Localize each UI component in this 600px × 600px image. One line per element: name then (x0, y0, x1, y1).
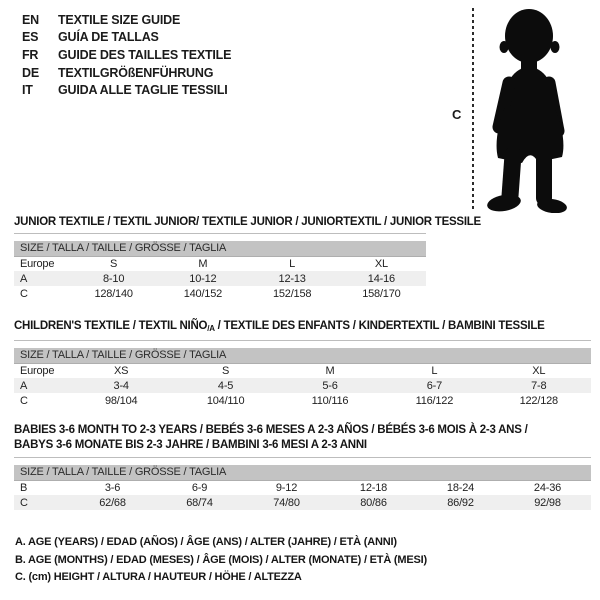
size-cell: 14-16 (337, 271, 426, 286)
table-row (14, 271, 426, 286)
lang-title: TEXTILE SIZE GUIDE (58, 12, 181, 27)
table-row (14, 393, 591, 408)
babies-size-table (14, 465, 591, 510)
size-cell: M (198, 257, 208, 270)
lang-row-it (22, 81, 231, 99)
size-cell: XL (532, 364, 546, 377)
lang-code: EN (22, 12, 39, 27)
size-header-band: SIZE / TALLA / TAILLE / GRÖSSE / TAGLIA (14, 241, 426, 256)
size-cell: 18-24 (446, 481, 475, 494)
size-cell: 116/122 (415, 394, 454, 407)
size-cell: 110/116 (311, 394, 349, 407)
lang-row-en (22, 11, 231, 29)
lang-title: GUÍA DE TALLAS (58, 30, 159, 45)
size-cell: 4-5 (173, 378, 277, 393)
size-header-band: SIZE / TALLA / TAILLE / GRÖSSE / TAGLIA (14, 465, 591, 480)
size-cell: 68/74 (156, 495, 243, 510)
lang-row-fr (22, 46, 231, 64)
size-header-band: SIZE / TALLA / TAILLE / GRÖSSE / TAGLIA (14, 348, 591, 363)
row-label: Europe (20, 257, 55, 270)
height-measure-label: C (452, 107, 462, 122)
row-label: C (20, 394, 28, 407)
babies-title-line2: BABYS 3-6 MONATE BIS 2-3 JAHRE / BAMBINI 3-6 MESI A 2-3 ANNI (14, 439, 367, 451)
size-cell: 140/152 (183, 287, 223, 300)
note-height-cm: C. (cm) HEIGHT / ALTURA / HAUTEUR / HÖHE / ALTEZZA (15, 571, 302, 583)
section-divider (14, 457, 591, 458)
section-divider (14, 340, 591, 341)
table-row (14, 378, 591, 393)
size-cell: 12-18 (359, 481, 388, 494)
row-label: C (14, 495, 69, 510)
junior-size-table (14, 241, 426, 301)
row-label: Europe (20, 364, 55, 377)
size-cell: 7-8 (487, 378, 591, 393)
note-age-years: A. AGE (YEARS) / EDAD (AÑOS) / ÂGE (ANS) / ALTER (JAHRE) / ETÀ (ANNI) (15, 536, 397, 548)
lang-code: ES (22, 30, 39, 45)
size-cell: L (431, 364, 438, 377)
size-cell: S (222, 364, 230, 377)
row-label: C (20, 287, 28, 300)
size-cell: 104/110 (206, 394, 245, 407)
size-cell: 128/140 (94, 287, 133, 300)
size-cell: M (325, 364, 335, 377)
lang-code: IT (22, 83, 33, 98)
size-cell: 92/98 (504, 495, 591, 510)
table-row (14, 495, 591, 510)
height-measure-dotted-line (472, 8, 474, 209)
junior-textile-section (14, 215, 481, 301)
note-age-months: B. AGE (MONTHS) / EDAD (MESES) / ÂGE (MOIS) / ALTER (MONATE) / ETÀ (MESI) (15, 553, 427, 566)
size-cell: 12-13 (248, 271, 337, 286)
children-size-table (14, 348, 591, 408)
section-divider (14, 233, 426, 234)
lang-row-de (22, 64, 231, 82)
size-cell: 9-12 (275, 481, 298, 494)
babies-title-line1: BABIES 3-6 MONTH TO 2-3 YEARS / BEBÉS 3-6 MESES A 2-3 AÑOS / BÉBÉS 3-6 MOIS À 2-3 ANS / (14, 424, 528, 436)
lang-title: GUIDA ALLE TAGLIE TESSILI (58, 83, 228, 98)
size-cell: 122/128 (519, 394, 558, 407)
size-cell: XS (114, 364, 129, 377)
size-cell: 62/68 (69, 495, 156, 510)
size-cell: 74/80 (243, 495, 330, 510)
size-cell: 6-7 (382, 378, 486, 393)
size-cell: 8-10 (69, 271, 158, 286)
lang-code: DE (22, 65, 39, 80)
language-title-list (22, 11, 231, 99)
size-cell: XL (374, 257, 388, 270)
legend-notes (15, 534, 427, 587)
children-title-pre: CHILDREN'S TEXTILE / TEXTIL NIÑO (14, 320, 208, 332)
children-textile-section (14, 319, 591, 408)
lang-title: TEXTILGRÖßENFÜHRUNG (58, 65, 214, 80)
size-cell: 5-6 (278, 378, 382, 393)
size-cell: 86/92 (417, 495, 504, 510)
children-title-sub: /A (207, 324, 215, 333)
lang-code: FR (22, 47, 39, 62)
size-cell: 3-6 (104, 481, 121, 494)
size-cell: 158/170 (362, 287, 401, 300)
table-row (14, 480, 591, 495)
size-cell: 98/104 (104, 394, 138, 407)
row-label: A (14, 378, 69, 393)
size-cell: 10-12 (158, 271, 247, 286)
size-cell: 152/158 (272, 287, 312, 300)
table-row (14, 256, 426, 271)
size-cell: 80/86 (330, 495, 417, 510)
table-row (14, 286, 426, 301)
table-row (14, 363, 591, 378)
size-cell: S (110, 257, 118, 270)
size-cell: 3-4 (69, 378, 173, 393)
babies-section-title (14, 423, 591, 453)
lang-title: GUIDE DES TAILLES TEXTILE (58, 47, 232, 62)
size-cell: 24-36 (533, 481, 562, 494)
row-label: B (20, 481, 28, 494)
children-section-title (14, 319, 591, 336)
size-cell: 6-9 (191, 481, 208, 494)
row-label: A (14, 271, 69, 286)
size-cell: L (289, 257, 296, 270)
toddler-silhouette-icon (477, 5, 589, 213)
lang-row-es (22, 29, 231, 47)
children-title-post: / TEXTILE DES ENFANTS / KINDERTEXTIL / BAMBINI TESSILE (214, 320, 545, 332)
babies-textile-section (14, 423, 591, 510)
junior-section-title: JUNIOR TEXTILE / TEXTIL JUNIOR/ TEXTILE JUNIOR / JUNIORTEXTIL / JUNIOR TESSILE (14, 216, 481, 228)
